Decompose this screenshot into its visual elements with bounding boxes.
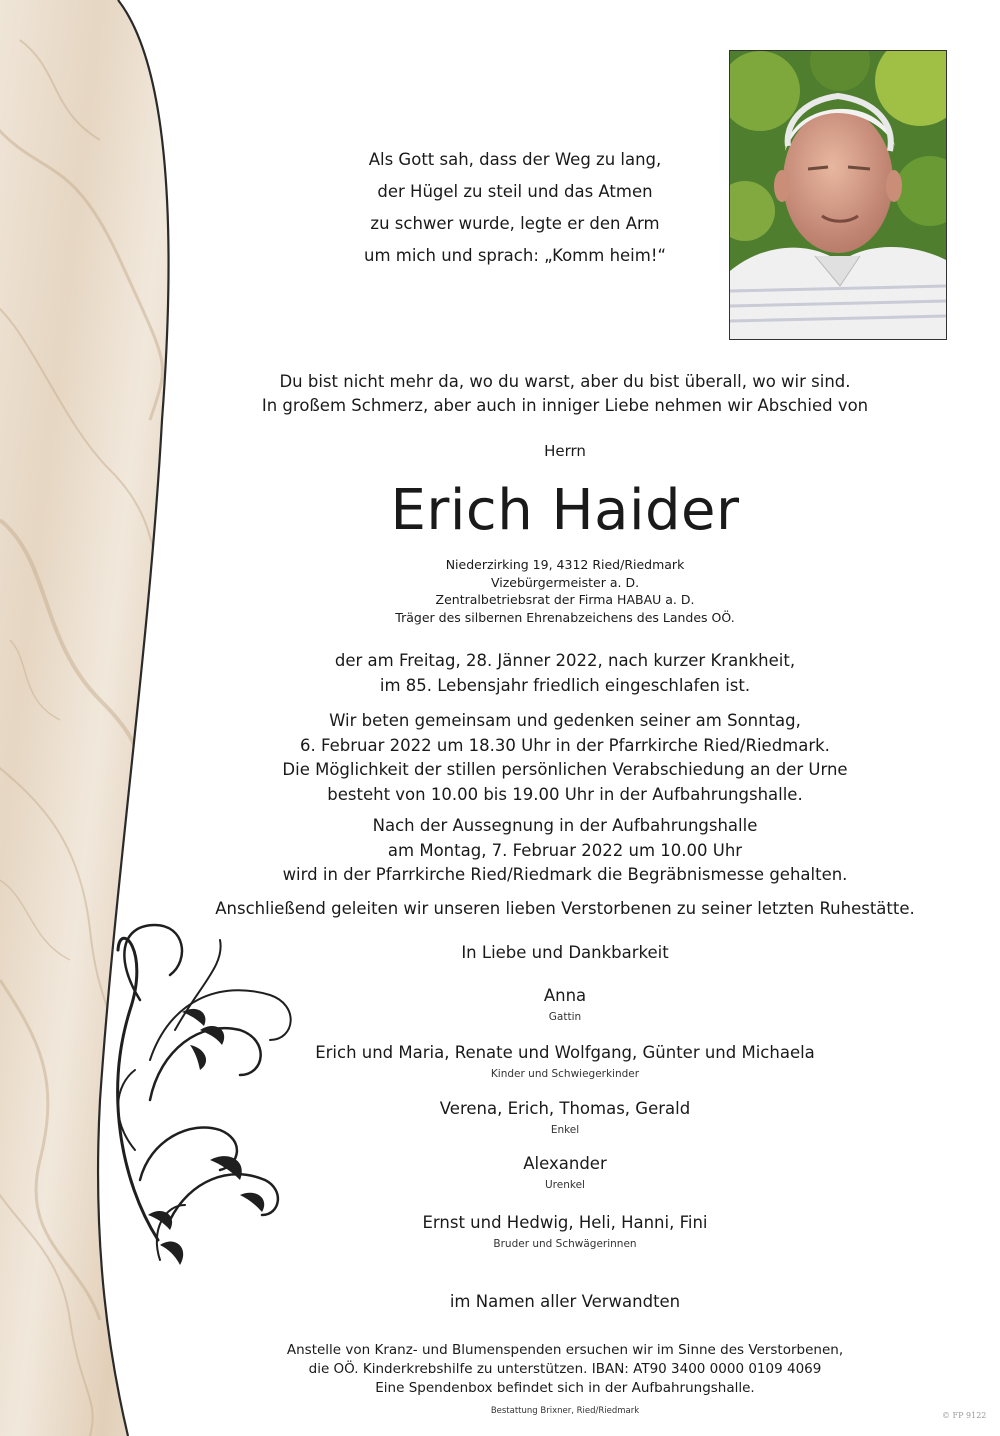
poem-line: der Hügel zu steil und das Atmen — [377, 182, 653, 201]
love-line: In Liebe und Dankbarkeit — [461, 943, 669, 962]
mourner-relation: Urenkel — [545, 1179, 585, 1191]
poem-line: Als Gott sah, dass der Weg zu lang, — [368, 150, 662, 169]
mourner-name: Verena, Erich, Thomas, Gerald — [439, 1099, 691, 1118]
text-line: die OÖ. Kinderkrebshilfe zu unterstützen. IBAN: AT90 3400 0000 0109 4069 — [308, 1361, 822, 1377]
salutation: Herrn — [544, 442, 586, 460]
poem — [300, 144, 730, 272]
text-line: wird in der Pfarrkirche Ried/Riedmark die Begräbnismesse gehalten. — [282, 865, 848, 884]
mourner-relation: Gattin — [548, 1011, 582, 1023]
closing-line: im Namen aller Verwandten — [449, 1292, 681, 1311]
text-line: am Montag, 7. Februar 2022 um 10.00 Uhr — [387, 840, 743, 860]
mourner-relation: Enkel — [550, 1124, 580, 1136]
mourner-name: Alexander — [523, 1154, 607, 1173]
mass-notice — [210, 814, 920, 888]
poem-line: um mich und sprach: „Komm heim!“ — [363, 246, 666, 265]
text-line: Eine Spendenbox befindet sich in der Aufbahrungshalle. — [375, 1380, 755, 1396]
text-line: Wir beten gemeinsam und gedenken seiner am Sonntag, — [329, 711, 801, 730]
detail-line: Träger des silbernen Ehrenabzeichens des Landes OÖ. — [395, 609, 735, 625]
detail-line: Niederzirking 19, 4312 Ried/Riedmark — [445, 557, 685, 572]
mourner-name: Anna — [543, 986, 587, 1005]
text-line: Die Möglichkeit der stillen persönlichen Verabschiedung an der Urne — [282, 760, 848, 779]
text-line: 6. Februar 2022 um 18.30 Uhr in der Pfarrkirche Ried/Riedmark. — [300, 735, 830, 755]
donation-notice — [210, 1341, 920, 1398]
mourner-relation: Kinder und Schwiegerkinder — [490, 1068, 640, 1080]
burial-notice: Anschließend geleiten wir unseren lieben Verstorbenen zu seiner letzten Ruhestätte. — [215, 899, 915, 918]
mourner-relation: Bruder und Schwägerinnen — [493, 1238, 637, 1250]
detail-line: Zentralbetriebsrat der Firma HABAU a. D. — [435, 592, 695, 607]
death-notice — [210, 649, 920, 698]
text-line: besteht von 10.00 bis 19.00 Uhr in der Aufbahrungshalle. — [327, 784, 803, 804]
text-line: der am Freitag, 28. Jänner 2022, nach kurzer Krankheit, — [334, 651, 796, 670]
detail-line: Vizebürgermeister a. D. — [490, 574, 640, 590]
undertaker-credit: Bestattung Brixner, Ried/Riedmark — [490, 1406, 640, 1416]
prayer-notice — [210, 709, 920, 807]
intro-line: In großem Schmerz, aber auch in inniger Liebe nehmen wir Abschied von — [261, 396, 869, 415]
deceased-details — [210, 556, 920, 626]
portrait-photo — [729, 50, 947, 340]
text-line: Anstelle von Kranz- und Blumenspenden ersuchen wir im Sinne des Verstorbenen, — [286, 1342, 844, 1358]
mourner-name: Ernst und Hedwig, Heli, Hanni, Fini — [422, 1213, 708, 1232]
deceased-name: Erich Haider — [390, 478, 740, 543]
intro-text — [210, 370, 920, 418]
mourner-name: Erich und Maria, Renate und Wolfgang, Günter und Michaela — [315, 1043, 815, 1062]
text-line: im 85. Lebensjahr friedlich eingeschlafen ist. — [379, 675, 751, 695]
template-code: © FP 9122 — [942, 1411, 987, 1420]
intro-line: Du bist nicht mehr da, wo du warst, aber du bist überall, wo wir sind. — [279, 372, 851, 391]
text-line: Nach der Aussegnung in der Aufbahrungshalle — [372, 816, 758, 835]
poem-line: zu schwer wurde, legte er den Arm — [370, 214, 660, 233]
